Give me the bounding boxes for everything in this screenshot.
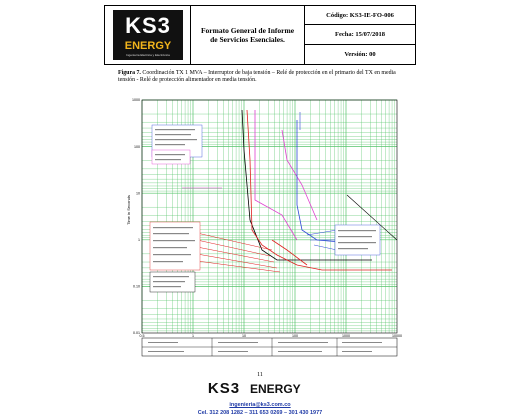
page-number: 11	[257, 372, 263, 378]
document-meta	[305, 6, 415, 64]
annotation-box-red	[150, 222, 200, 270]
chart-annotations	[150, 125, 380, 292]
logo-energy-text: ENERGY	[124, 40, 172, 52]
y-tick-label: 0.10	[133, 284, 140, 289]
x-tick-label: 0.5	[139, 334, 145, 338]
header-logo-cell	[105, 6, 191, 64]
blue-arrows	[307, 230, 337, 250]
annotation-box-blue	[335, 225, 380, 255]
y-tick-label: 1	[138, 238, 140, 242]
annotation-box-magenta	[152, 150, 190, 164]
coordination-chart	[122, 90, 412, 358]
footer-logo-ks3: KS3	[207, 380, 241, 397]
x-tick-label: 1000	[342, 334, 350, 338]
y-tick-label: 100	[134, 144, 140, 149]
y-tick-label: 10	[136, 191, 140, 196]
footer-phones: Cel. 312 208 1282 – 311 653 0269 – 301 430 1977	[197, 410, 323, 416]
figure-caption-text: Coordinación TX 1 MVA – Interruptor de baja tensión – Relé de protección en el primario del TX en media tensión - Relé de protección alimentador en media tensión.	[118, 70, 396, 84]
footer-email-link[interactable]: ingenieria@ks3.com.co	[229, 402, 291, 408]
label-arrows	[197, 233, 280, 272]
y-axis-label: Time in Seconds	[126, 195, 131, 225]
y-tick-label: 1000	[132, 98, 140, 103]
x-tick-label: 1	[192, 334, 194, 338]
chart-info-strip	[142, 338, 397, 356]
document-date: Fecha: 15/07/2018	[305, 25, 415, 44]
figure-caption	[118, 70, 408, 84]
x-tick-label: 10000	[392, 334, 402, 338]
footer-logo-energy: ENERGY	[250, 382, 301, 396]
y-tick-label: 0.01	[133, 331, 140, 336]
magenta-curve-1	[255, 110, 297, 240]
document-title: Formato General de Informe de Servicios Esenciales.	[191, 6, 305, 64]
x-tick-label: 100	[292, 334, 298, 338]
footer-logo	[200, 380, 320, 402]
logo-ks3-text: KS3	[125, 13, 171, 38]
logo-tagline: Ingeniería Eléctrica y Electrónica	[126, 53, 170, 57]
figure-label: Figura 7.	[118, 70, 141, 76]
x-tick-label: 10	[242, 334, 246, 338]
document-version: Versión: 00	[344, 50, 376, 58]
company-logo	[113, 10, 183, 60]
document-code: Código: KS3-IE-FO-006	[305, 6, 415, 25]
document-header	[104, 5, 416, 65]
